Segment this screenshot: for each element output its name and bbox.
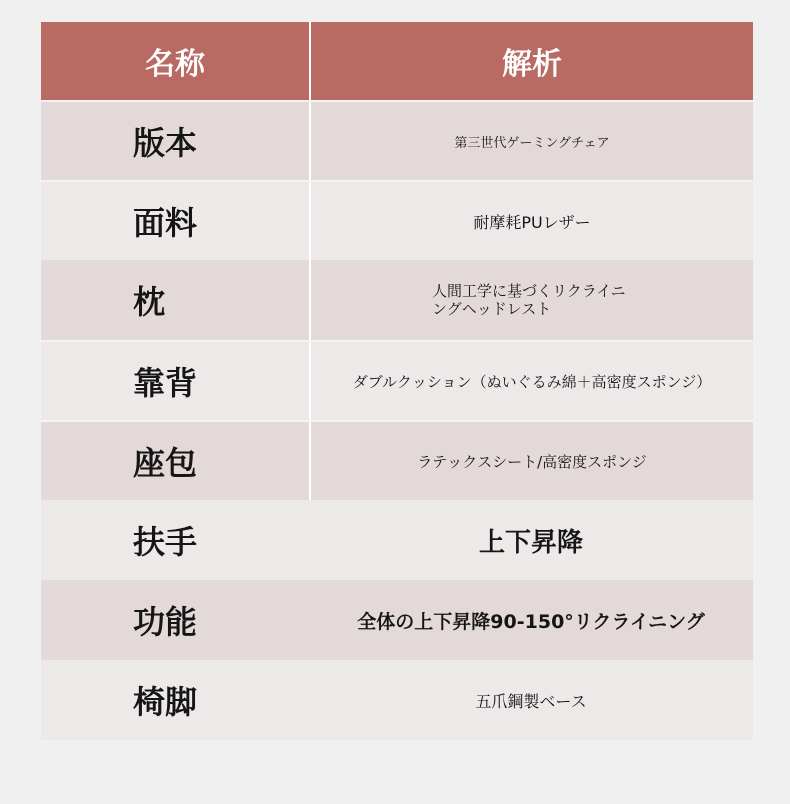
row-value: 耐摩耗PUレザー [309,182,753,260]
row-name: 座包 [133,444,198,482]
row-name: 功能 [133,603,198,641]
header-name: 名称 [145,47,205,82]
row-name: 椅脚 [133,683,198,721]
header-value: 解析 [309,22,753,100]
row-value [309,260,753,340]
table-row [41,500,753,580]
table-row [41,260,753,340]
row-name: 枕 [133,283,166,321]
row-name: 靠背 [133,364,198,402]
table-row [41,660,753,740]
table-row [41,580,753,660]
table-row [41,420,753,500]
row-value-text: 人間工学に基づくリクライニ ングヘッドレスト [432,282,626,318]
row-name: 面料 [133,204,198,242]
table-header [41,22,753,100]
row-value: ダブルクッション（ぬいぐるみ綿＋高密度スポンジ） [309,342,753,420]
table-row [41,340,753,420]
table-row [41,180,753,260]
row-value: 全体の上下昇降90-150°リクライニング [357,610,705,633]
row-name: 版本 [133,124,198,162]
row-value: 五爪鋼製ベース [475,691,587,711]
spec-table [41,22,753,740]
row-value: ラテックスシート/高密度スポンジ [309,422,753,500]
table-row [41,100,753,180]
row-value: 第三世代ゲーミングチェア [309,102,753,180]
row-name: 扶手 [133,523,198,561]
row-value: 上下昇降 [478,527,583,558]
